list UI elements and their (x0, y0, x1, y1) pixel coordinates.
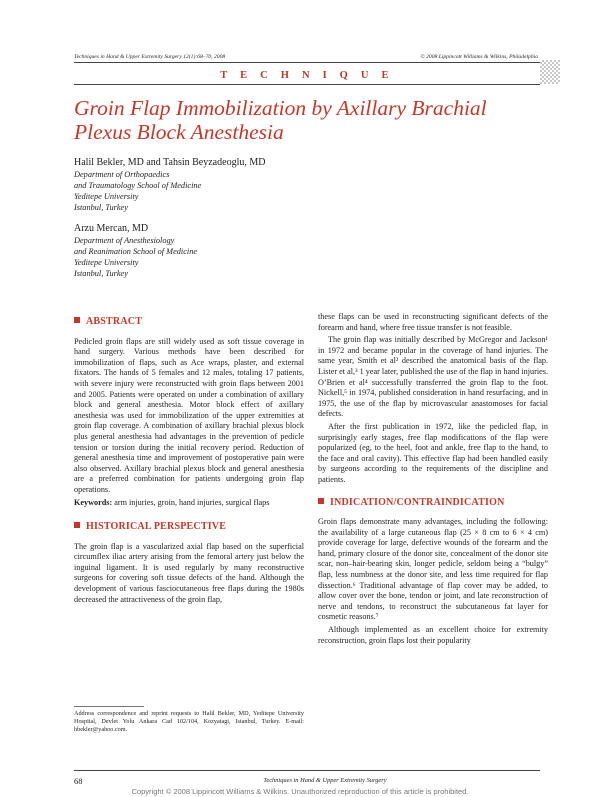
square-bullet-icon (74, 317, 80, 323)
author-block (74, 157, 265, 279)
keywords-text: arm injuries, groin, hand injuries, surgical flaps (114, 497, 270, 507)
historical-heading (74, 522, 304, 533)
author-names-2: Arzu Mercan, MD (74, 223, 149, 234)
historical-paragraph: The groin flap is a vascularized axial flap based on the superficial circumflex iliac artery arising from the femoral artery just below the inguinal ligament. It is used regularly by many reconstructive surgeons for covering soft tissue defects of the hand. Although the development of various fasciocutaneous free flaps during the 1980s decreased the attractiveness of the groin flap, (74, 541, 304, 604)
footer-journal: Techniques in Hand & Upper Extremity Surgery (263, 777, 387, 784)
page-number: 68 (74, 776, 83, 786)
footnote-rule (74, 706, 144, 707)
abstract-body: Pedicled groin flaps are still widely used as soft tissue coverage in hand surgery. Various methods have been described for immobilization of flaps, such as Ace wraps, plaster, and external fixators. The hands of 5 females and 12 males, totaling 17 patients, with severe injury were reconstructed with groin flaps between 2001 and 2005. Patients were operated on under a combination of axillary block and general anesthesia. Motor block effect of axillary anesthesia was used for immobilization of the upper extremities at groin flap coverage. A combination of axillary brachial plexus block plus general anesthesia had advantages in the prevention of pedicle tension or torsion during the initial recovery period. Reduction of general anesthesia time and improvement of postoperative pain were also observed. Axillary brachial plexus block and general anesthesia are a preferred combination for patients undergoing groin flap operations. (74, 336, 304, 494)
publisher-notice: © 2008 Lippincott Williams & Wilkins, Philadelphia (420, 54, 538, 60)
journal-citation: Techniques in Hand & Upper Extremity Surgery 12(1):68–70, 2008 (74, 54, 226, 60)
article-title (74, 96, 544, 144)
affil-line: Department of Anesthesiology (74, 236, 175, 245)
keywords-label: Keywords: (74, 497, 113, 507)
affiliation-2 (74, 235, 265, 279)
paragraph: Although implemented as an excellent choice for extremity reconstruction, groin flaps lost their popularity (318, 625, 548, 645)
affil-line: Istanbul, Turkey (74, 269, 128, 278)
affil-line: and Reanimation School of Medicine (74, 247, 198, 256)
left-column (74, 313, 304, 607)
square-bullet-icon (318, 498, 324, 504)
paragraph: Groin flaps demonstrate many advantages, including the following: the availability of a large cutaneous flap (25 × 8 cm to 6 × 4 cm) provide coverage for large, defective wounds of the forearm and the hand, primary closure of the donor site, concealment of the donor site scar, non–hair-bearing skin, longer pedicle, seldom being a “bulgy” flap, less numbness at the donor site, and less time required for flap dissection.⁶ Traditional advantage of flap cover may be added, to allow cover over the bone, tendon or joint, and late reconstruction of nerve and tendons, to reconstruct the subcutaneous fat layer for cosmetic reasons.⁷ (318, 517, 548, 622)
title-line-2: Plexus Block Anesthesia (74, 120, 284, 144)
paragraph: these flaps can be used in reconstructing significant defects of the forearm and hand, where free tissue transfer is not feasible. (318, 312, 548, 332)
decorative-pattern (540, 60, 560, 84)
affil-line: Yeditepe University (74, 192, 139, 201)
keywords (74, 498, 304, 509)
footer-rule (74, 770, 540, 771)
correspondence-note: Address correspondence and reprint requests to Halil Bekler, MD, Yeditepe University Hospital, Devlet Yolu Ankara Cad 102/104, Kozyatagi, Istanbul, Turkey. E-mail: hbekler@yahoo.com. (74, 710, 304, 734)
copyright-notice: Copyright © 2008 Lippincott Williams & Wilkins. Unauthorized reproduction of this article is prohibited. (131, 787, 469, 796)
title-line-1: Groin Flap Immobilization by Axillary Brachial (74, 96, 487, 120)
section-label: T E C H N I Q U E (220, 70, 394, 81)
indication-heading (318, 498, 548, 509)
abstract-heading (74, 317, 304, 328)
affil-line: Yeditepe University (74, 258, 139, 267)
affil-line: Department of Orthopaedics (74, 170, 170, 179)
abstract-heading-text: ABSTRACT (86, 316, 143, 327)
paragraph: After the first publication in 1972, like the pedicled flap, in surprisingly early stages, free flap modifications of the flap were popularized (eg, to the heel, foot and ankle, free flap to the hand, to the face and oral cavity). This effective flap had been handled easily by surgeons according to the requirements of the discipline and patients. (318, 421, 548, 484)
author-names-1: Halil Bekler, MD and Tahsin Beyzadeoglu, MD (74, 157, 266, 168)
paragraph: The groin flap was initially described by McGregor and Jackson¹ in 1972 and became popular in the coverage of hand injuries. The same year, Smith et al² described the anatomical basis of the flap. Lister et al,³ 1 year later, published the use of the flap in hand injuries. O’Brien et al⁴ successfully transferred the groin flap to the foot. Nickell,⁵ in 1974, published consideration in hand resurfacing, and in 1975, the use of the flap by microvascular anastomoses for facial defects. (318, 335, 548, 419)
section-rule (74, 84, 540, 85)
affil-line: Istanbul, Turkey (74, 203, 128, 212)
square-bullet-icon (74, 522, 80, 528)
affil-line: and Traumatology School of Medicine (74, 181, 202, 190)
indication-heading-text: INDICATION/CONTRAINDICATION (330, 496, 505, 508)
right-column (318, 312, 548, 648)
historical-heading-text: HISTORICAL PERSPECTIVE (86, 521, 227, 533)
affiliation-1 (74, 169, 265, 213)
header-rule (74, 62, 540, 63)
